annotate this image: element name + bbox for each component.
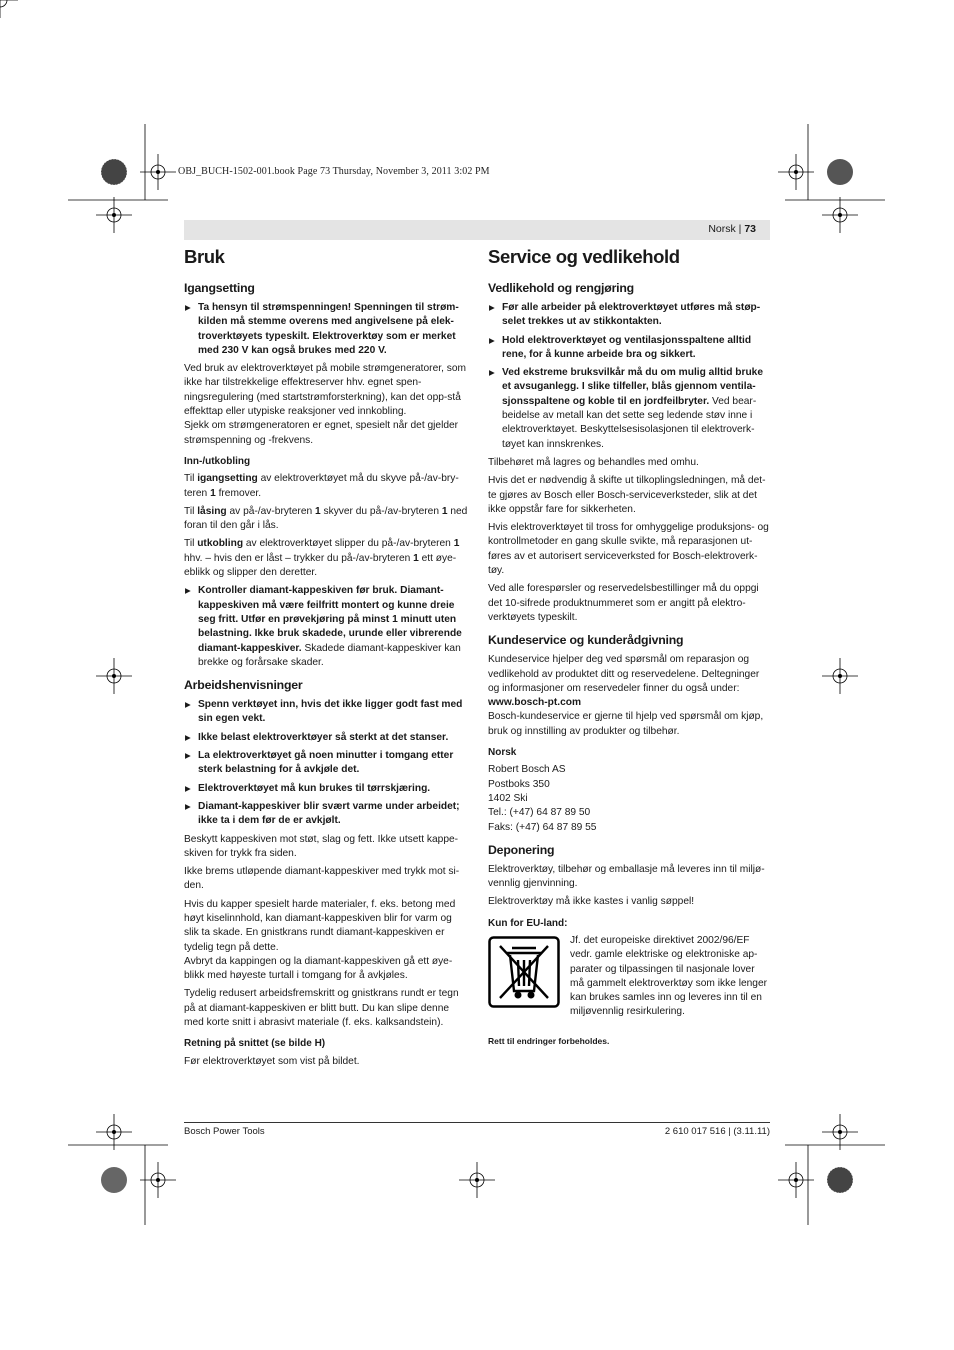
weee-text: Jf. det europeiske direktivet 2002/96/EF vedr. gamle elektriske og elektroniske ap-parater og tilpassingen til nasjonale lover må gammelt elektroverktøy som ikke lenger kan brukes samles inn og leveres inn til en miljøvennlig resirkulering. xyxy=(570,934,768,1018)
footer-rule xyxy=(184,1122,770,1123)
page-number xyxy=(708,223,756,235)
paragraph: Ved bruk av elektroverktøyet på mobile strømgeneratorer, som ikke har tilstrekkelige effektreserver hhv. egnet spen-ningsregulering (med startstrømforsterkning), kan det opp-stå effekttap eller utypiske reaksjoner ved innkobling. xyxy=(184,363,466,418)
country-label: Norsk xyxy=(488,747,517,759)
footer-docnumber: 2 610 017 516 | (3.11.11) xyxy=(664,1126,770,1137)
paragraph: Hvis det er nødvendig å skifte ut tilkoplingsledningen, må det-te gjøres av Bosch eller Bosch-serviceverksteder, slik at det ikke oppstår fare for sikkerheten. xyxy=(488,475,766,515)
paragraph: Hvis du kapper spesielt harde materialer, f. eks. betong med høyt kiselinnhold, kan diamant-kappeskiven blir for varm og slik ta skade. En gnistkrans rundt diamant-kappeskiven er tydelig tegn på dette. xyxy=(184,898,456,953)
bullet-item: ▶ Elektroverktøyet må kun brukes til tørrskjæring. xyxy=(184,782,468,796)
address-line: Robert Bosch AS xyxy=(488,764,566,776)
section-title-bruk: Bruk xyxy=(184,246,225,267)
bullet-item: ▶ La elektroverktøyet gå noen minutter i tomgang etter sterk belastning for å avkjøle det. xyxy=(184,749,468,778)
paragraph: Til igangsetting av elektroverktøyet må du skyve på-/av-bry-teren 1 fremover. xyxy=(184,473,459,499)
bullet-item: ▶ Ved ekstreme bruksvilkår må du om mulig alltid bruke et avsuganlegg. I slike tilfeller, blås gjennom ventila-sjonsspaltene og koble til en jordfeilbryter. Ved bear-beidelse av metall kan det sette seg ledende støv inne i elektroverktøyet. Beskyttelsesisolasjonen til elektroverk-tøyet kan innskrenkes. xyxy=(488,366,770,452)
left-column xyxy=(184,246,468,1073)
paragraph: Elektroverktøy må ikke kastes i vanlig søppel! xyxy=(488,896,695,908)
paragraph: Ikke brems utløpende diamant-kappeskiver med trykk mot si-den. xyxy=(184,866,460,892)
bullet-text: Ta hensyn til strømspenningen! Spenningen til strøm-kilden må stemme overens med angivelsene på elek-troverktøyets typeskilt. Elektroverktøy som er merket med 230 V kan også brukes med 220 V. xyxy=(198,302,459,356)
weee-notice xyxy=(488,934,770,1020)
paragraph: Tydelig redusert arbeidsfremskritt og gnistkrans rundt er tegn på at diamant-kappeskiven er blitt butt. Du kan slipe denne med korte snitt i abrasivt materiale (f. eks. kalksandstein). xyxy=(184,988,459,1029)
bullet-item xyxy=(184,301,468,358)
heading-arbeidshenvisninger: Arbeidshenvisninger xyxy=(184,678,303,693)
paragraph: Før elektroverktøyet som vist på bildet. xyxy=(184,1055,360,1067)
address-line: Postboks 350 xyxy=(488,778,550,790)
paragraph: Sjekk om strømgeneratoren er egnet, spesielt når det gjelder strømspenning og -frekvens. xyxy=(184,420,459,446)
header-section: Norsk | xyxy=(708,223,742,235)
heading-vedlikehold: Vedlikehold og rengjøring xyxy=(488,281,634,295)
paragraph: Til utkobling av elektroverktøyet slipper du på-/av-bryteren 1 hhv. – hvis den er låst – trykker du på-/av-bryteren 1 ett øye-eblikk og slipper den deretter. xyxy=(184,538,460,579)
heading-retning: Retning på snittet (se bilde H) xyxy=(184,1038,326,1050)
rights-reserved: Rett til endringer forbeholdes. xyxy=(488,1035,610,1046)
paragraph: Avbryt da kappingen og la diamant-kappeskiven gå ett øye-blikk med høyeste turtall i tomgang for å avkjøles. xyxy=(184,955,453,982)
paragraph: Beskytt kappeskiven mot støt, slag og fett. Ikke utsett kappe-skiven for trykk fra siden. xyxy=(184,833,459,859)
footer-brand: Bosch Power Tools xyxy=(184,1126,265,1137)
bullet-item: ▶ Spenn verktøyet inn, hvis det ikke ligger godt fast med sin egen vekt. xyxy=(184,698,468,727)
heading-igangsetting: Igangsetting xyxy=(184,281,255,295)
paragraph: Bosch-kundeservice er gjerne til hjelp ved spørsmål om kjøp, bruk og innstilling av produkter og tilbehør. xyxy=(488,711,764,737)
bullet-item: ▶ Før alle arbeider på elektroverktøyet utføres må støp-selet trekkes ut av stikkontakten. xyxy=(488,301,770,330)
right-column xyxy=(488,246,770,1048)
fax-number: Faks: (+47) 64 87 89 55 xyxy=(488,821,597,833)
header-page: 73 xyxy=(744,223,756,235)
paragraph: Kundeservice hjelper deg ved spørsmål om reparasjon og vedlikehold av produktet ditt og reservedelene. Deltegninger og informasjoner om reservedeler finner du også under: xyxy=(488,654,760,694)
website-link[interactable]: www.bosch-pt.com xyxy=(488,697,582,709)
paragraph: Til låsing av på-/av-bryteren 1 skyver du på-/av-bryteren 1 ned foran til den går i lås. xyxy=(184,505,468,532)
heading-deponering: Deponering xyxy=(488,842,555,857)
address-line: 1402 Ski xyxy=(488,792,528,804)
print-slug: OBJ_BUCH-1502-001.book Page 73 Thursday, November 3, 2011 3:02 PM xyxy=(178,166,490,177)
heading-inn-utkobling: Inn-/utkobling xyxy=(184,455,251,467)
bullet-item: ▶ Ikke belast elektroverktøyer så sterkt at det stanser. xyxy=(184,731,468,745)
bullet-item: ▶ Kontroller diamant-kappeskiven før bruk. Diamant-kappeskiven må være feilfritt montert og kunne dreie seg fritt. Utfør en prøvekjøring på minst 1 minutt uten belastning. Ikke bruk skadede, urunde eller vibrerende diamant-kappeskiver. Skadede diamant-kappeskiver kan brekke og forårsake skader. xyxy=(184,584,468,670)
heading-kundeservice: Kundeservice og kunderådgivning xyxy=(488,633,684,648)
eu-label: Kun for EU-land: xyxy=(488,917,568,929)
weee-bin-icon xyxy=(488,936,560,1008)
paragraph: Elektroverktøy, tilbehør og emballasje må leveres inn til miljø-vennlig gjenvinning. xyxy=(488,863,765,890)
phone-number: Tel.: (+47) 64 87 89 50 xyxy=(488,807,591,819)
paragraph: Ved alle forespørsler og reservedelsbestillinger må du oppgi det 10-sifrede produktnummeret som er angitt på elektro-verktøyets typeskilt. xyxy=(488,583,759,623)
bullet-item: ▶ Diamant-kappeskiver blir svært varme under arbeidet; ikke ta i dem før de er avkjølt. xyxy=(184,800,468,829)
bullet-item: ▶ Hold elektroverktøyet og ventilasjonsspaltene alltid rene, for å kunne arbeide bra og sikkert. xyxy=(488,334,770,363)
page-header xyxy=(184,220,770,240)
paragraph: Hvis elektroverktøyet til tross for omhyggelige produksjons- og kontrollmetoder en gang skulle svikte, må reparasjonen ut-føres av et autorisert serviceverksted for Bosch-elektroverk-tøy. xyxy=(488,522,769,577)
paragraph: Tilbehøret må lagres og behandles med omhu. xyxy=(488,456,699,468)
section-title-service: Service og vedlikehold xyxy=(488,246,680,267)
